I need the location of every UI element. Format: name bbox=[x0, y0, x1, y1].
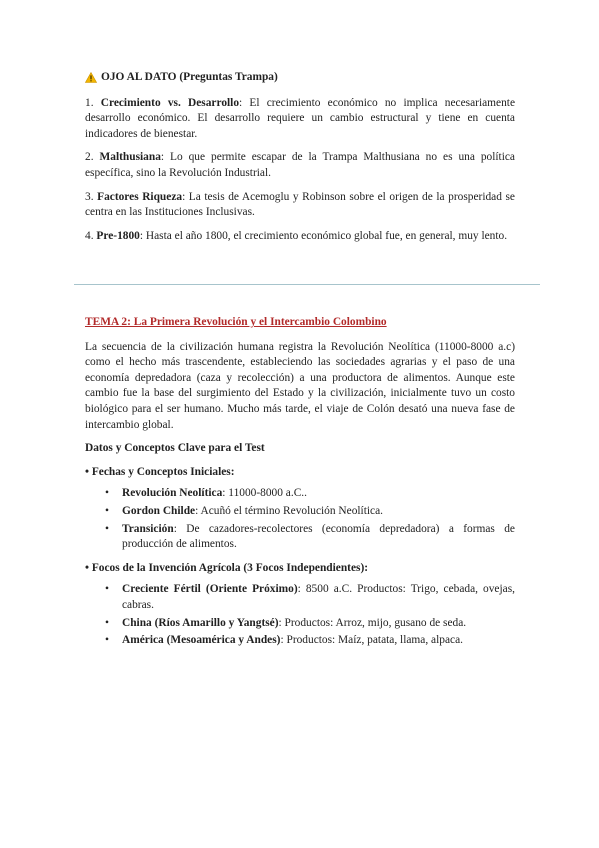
trap-item bbox=[85, 229, 515, 245]
group-heading: • Focos de la Invención Agrícola (3 Focos Independientes): bbox=[85, 561, 369, 574]
item-text: : De cazadores-recolectores (economía depredadora) a formas de producción de alimentos. bbox=[122, 522, 515, 551]
item-text: : 11000-8000 a.C.. bbox=[222, 487, 307, 500]
list-item bbox=[85, 633, 515, 649]
warning-title: OJO AL DATO (Preguntas Trampa) bbox=[101, 71, 278, 83]
concept-list bbox=[85, 486, 515, 552]
bullet-icon: • bbox=[105, 634, 109, 647]
group-heading: • Fechas y Conceptos Iniciales: bbox=[85, 465, 235, 478]
item-text: : Acuñó el término Revolución Neolítica. bbox=[195, 504, 384, 517]
key-data-heading: Datos y Conceptos Clave para el Test bbox=[85, 442, 265, 455]
list-item bbox=[85, 486, 515, 502]
list-item bbox=[85, 504, 515, 520]
item-term: China (Ríos Amarillo y Yangtsé) bbox=[122, 616, 279, 629]
warning-heading bbox=[85, 70, 515, 86]
trap-item bbox=[85, 150, 515, 181]
trap-term: Crecimiento vs. Desarrollo bbox=[100, 96, 240, 109]
item-text: : Productos: Arroz, mijo, gusano de seda. bbox=[278, 616, 467, 629]
trap-term: Pre-1800 bbox=[96, 229, 140, 242]
list-item bbox=[85, 582, 515, 613]
trap-number: 1. bbox=[85, 96, 94, 109]
trap-text: : La tesis de Acemoglu y Robinson sobre el origen de la prosperidad se centra en las Instituciones Inclusivas. bbox=[85, 190, 515, 219]
section-divider bbox=[74, 284, 540, 285]
item-term: Revolución Neolítica bbox=[122, 487, 223, 500]
trap-text: : Lo que permite escapar de la Trampa Malthusiana no es una política específica, sino la Revolución Industrial. bbox=[85, 151, 515, 179]
trap-item bbox=[85, 96, 515, 143]
tema2-section bbox=[85, 315, 515, 657]
trap-text: : El crecimiento económico no implica necesariamente desarrollo económico. El desarrollo requiere un cambio estructural y tiene en cuenta indicadores de bienestar. bbox=[85, 96, 515, 140]
bullet-icon: • bbox=[105, 583, 109, 596]
trap-number: 3. bbox=[85, 190, 94, 203]
tema2-title: TEMA 2: La Primera Revolución y el Intercambio Colombino bbox=[85, 316, 387, 328]
bullet-icon: • bbox=[105, 522, 109, 535]
trap-questions-section bbox=[85, 70, 515, 252]
trap-number: 2. bbox=[85, 151, 94, 164]
bullet-icon: • bbox=[105, 504, 109, 517]
warning-icon bbox=[85, 72, 97, 83]
list-item bbox=[85, 522, 515, 553]
trap-text: : Hasta el año 1800, el crecimiento económico global fue, en general, muy lento. bbox=[139, 229, 508, 242]
bullet-icon: • bbox=[105, 616, 109, 629]
item-term: América (Mesoamérica y Andes) bbox=[122, 634, 281, 647]
item-text: : 8500 a.C. Productos: Trigo, cebada, ovejas, cabras. bbox=[122, 583, 515, 611]
trap-term: Malthusiana bbox=[99, 151, 161, 164]
trap-number: 4. bbox=[85, 229, 94, 242]
tema2-intro: La secuencia de la civilización humana registra la Revolución Neolítica (11000-8000 a.c) como el hecho más trascendente, estableciendo las sociedades agrarias y el paso de una economía depredadora (caza y recolección) a una productora de alimentos. Aunque este cambio fue la base del surgimiento del Estado y la civilización, inicialmente tuvo un costo biológico para el ser humano. Mucho más tarde, el viaje de Colón desató una nueva fase de intercambio global. bbox=[85, 340, 515, 431]
item-term: Creciente Fértil (Oriente Próximo) bbox=[122, 583, 298, 596]
item-term: Transición bbox=[122, 522, 174, 535]
focus-list bbox=[85, 582, 515, 648]
item-text: : Productos: Maíz, patata, llama, alpaca. bbox=[280, 634, 463, 647]
list-item bbox=[85, 616, 515, 632]
bullet-icon: • bbox=[105, 487, 109, 500]
trap-term: Factores Riqueza bbox=[97, 190, 183, 203]
item-term: Gordon Childe bbox=[122, 504, 196, 517]
trap-item bbox=[85, 190, 515, 221]
